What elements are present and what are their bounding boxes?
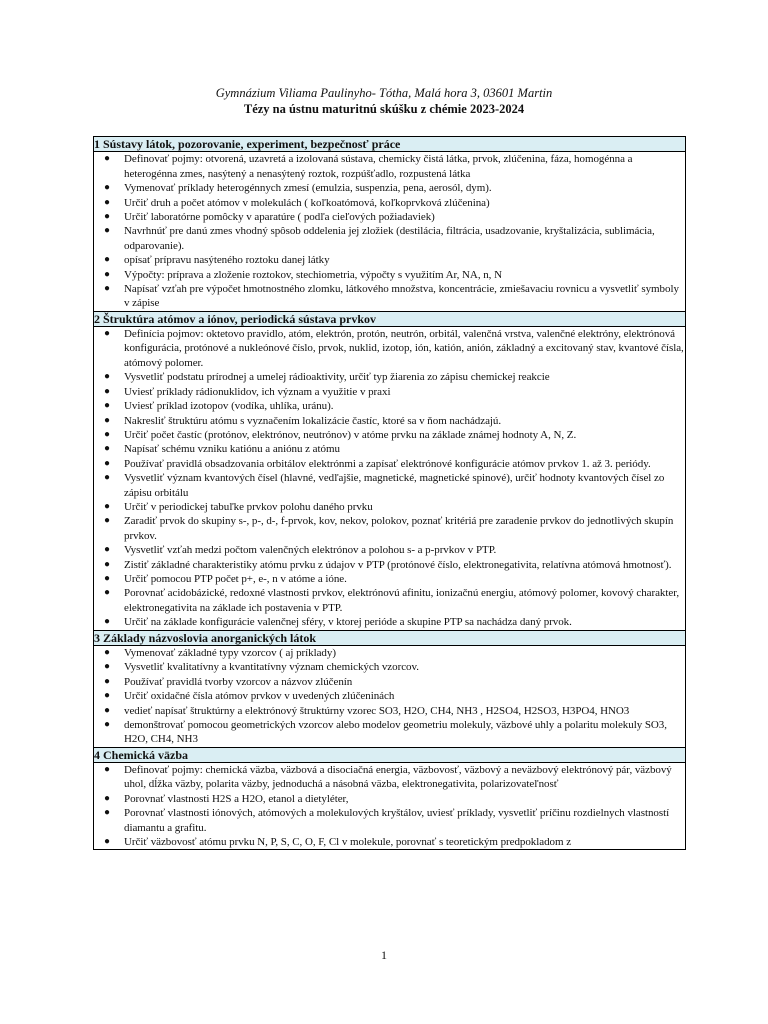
list-item-text: Určiť väzbovosť atómu prvku N, P, S, C, O, F, Cl v molekule, porovnať s teoretickým predpokladom z [124,836,572,849]
list-item [94,514,685,543]
bullet-icon: ● [104,254,110,266]
document-header [0,85,768,117]
list-item-text: Napísať schému vzniku katiónu a aniónu z atómu [124,443,340,456]
list-item [94,327,685,370]
list-item-text: Navrhnúť pre danú zmes vhodný spôsob oddelenia jej zložiek (destilácia, filtrácia, usadzovanie, kryštalizácia, sublimácia, odparovanie). [124,225,655,252]
bullet-icon: ● [104,371,110,383]
list-item-text: Vysvetliť význam kvantových čísel (hlavné, vedľajšie, magnetické, magnetické spinové), určiť hodnoty kvantových čísel zo zápisu orbitálu [124,472,665,499]
list-item-text: Uviesť príklad izotopov (vodíka, uhlíka, uránu). [124,400,334,413]
bullet-icon: ● [104,646,110,658]
section-heading: 4 Chemická väzba [94,747,686,762]
list-item-text: vedieť napísať štruktúrny a elektrónový štruktúrny vzorec SO3, H2O, CH4, NH3 , H2SO4, H2SO3, H3PO4, HNO3 [124,704,630,717]
list-item-text: Určiť na základe konfigurácie valenčnej sféry, v ktorej perióde a skupine PTP sa nachádza daný prvok. [124,616,572,629]
list-item-text: demonštrovať pomocou geometrických vzorcov alebo modelov geometriu molekuly, väzbové uhly a polaritu molekuly SO3, H2O, CH4, NH3 [124,718,667,746]
list-item-text: Používať pravidlá tvorby vzorcov a názvov zlúčenín [124,675,353,688]
list-item [94,414,685,428]
list-item-text: Určiť pomocou PTP počet p+, e-, n v atóme a ióne. [124,572,347,585]
section-heading: 1 Sústavy látok, pozorovanie, experiment, bezpečnosť práce [94,137,686,152]
list-item-text: Vymenovať príklady heterogénnych zmesí (emulzia, suspenzia, pena, aerosól, dym). [124,182,492,195]
list-item [94,675,685,689]
list-item [94,572,685,586]
list-item-text: Určiť druh a počet atómov v molekulách ( koľkoatómová, koľkoprvková zlúčenina) [124,196,490,209]
list-item-text: Definovať pojmy: chemická väzba, väzbová a disociačná energia, väzbovosť, väzbový a neväzbový elektrónový pár, väzbový uhol, dĺžka väzby, polarita väzby, jednoduchá a násobná väzba, elektronegativita, polarizovateľnosť [124,764,672,791]
list-item [94,152,685,181]
list-item-text: Určiť oxidačné čísla atómov prvkov v uvedených zlúčeninách [124,690,395,703]
list-item [94,428,685,442]
bullet-icon: ● [104,428,110,440]
topics-table [93,136,686,850]
list-item [94,689,685,703]
bullet-icon: ● [104,225,110,237]
list-item [94,370,685,384]
list-item-text: Uviesť príklady rádionuklidov, ich význam a využitie v praxi [124,385,391,398]
section-body [94,327,686,631]
list-item-text: Nakresliť štruktúru atómu s vyznačením lokalizácie častíc, ktoré sa v ňom nachádzajú. [124,414,502,427]
section-body [94,152,686,311]
list-item [94,196,685,210]
list-item [94,615,685,629]
list-item-text: Definovať pojmy: otvorená, uzavretá a izolovaná sústava, chemicky čistá látka, prvok, zlúčenina, fáza, homogénna a heterogénna zmes, nasýtený a nenasýtený roztok, rozpúšťadlo, rozpustená látka [124,153,633,180]
list-item [94,224,685,253]
list-item-text: Zistiť základné charakteristiky atómu prvku z údajov v PTP (protónové číslo, elektronegativita, relatívna atómová hmotnosť). [124,558,672,571]
bullet-icon: ● [104,704,110,716]
bullet-icon: ● [104,807,110,819]
list-item-text: Vysvetliť kvalitatívny a kvantitatívny význam chemických vzorcov. [124,661,419,674]
list-item [94,543,685,557]
bullet-icon: ● [104,210,110,222]
list-item-text: Vysvetliť vzťah medzi počtom valenčných elektrónov a polohou s- a p-prvkov v PTP. [124,544,497,557]
bullet-icon: ● [104,515,110,527]
list-item-text: Vymenovať základné typy vzorcov ( aj príklady) [124,646,336,659]
list-item [94,835,685,849]
topic-list [94,152,685,310]
bullet-icon: ● [104,661,110,673]
bullet-icon: ● [104,836,110,848]
list-item-text: Napísať vzťah pre výpočet hmotnostného zlomku, látkového množstva, koncentrácie, zmiešavaciu rovnicu a vysvetliť symboly v zápise [124,282,679,310]
list-item-text: Určiť počet častíc (protónov, elektrónov, neutrónov) v atóme prvku na základe známej hodnoty A, N, Z. [124,428,577,441]
list-item [94,253,685,267]
bullet-icon: ● [104,572,110,584]
bullet-icon: ● [104,182,110,194]
list-item-text: Výpočty: príprava a zloženie roztokov, stechiometria, výpočty s využitím Ar, NA, n, N [124,268,502,281]
section-heading: 3 Základy názvoslovia anorganických látok [94,630,686,645]
topic-list [94,327,685,630]
topic-list [94,763,685,849]
bullet-icon: ● [104,690,110,702]
list-item [94,442,685,456]
bullet-icon: ● [104,544,110,556]
bullet-icon: ● [104,587,110,599]
list-item [94,646,685,660]
bullet-icon: ● [104,764,110,776]
list-item [94,718,685,747]
list-item [94,660,685,674]
list-item-text: Určiť v periodickej tabuľke prvkov polohu daného prvku [124,500,373,513]
list-item [94,704,685,718]
bullet-icon: ● [104,153,110,165]
bullet-icon: ● [104,385,110,397]
list-item-text: Definícia pojmov: oktetovo pravidlo, atóm, elektrón, protón, neutrón, orbitál, valenčná vrstva, valenčné elektróny, elektrónová konfigurácia, protónové a nukleónové číslo, prvok, nuklid, izotop, ión, katión, anión, základný a excitovaný stav, kvantové čísla, atómový polomer. [124,328,684,369]
list-item [94,558,685,572]
school-name: Gymnázium Viliama Paulinyho- Tótha, Malá hora 3, 03601 Martin [215,86,553,100]
list-item [94,385,685,399]
bullet-icon: ● [104,472,110,484]
list-item-text: opísať prípravu nasýteného roztoku danej látky [124,254,330,267]
bullet-icon: ● [104,268,110,280]
bullet-icon: ● [104,616,110,628]
section-body [94,763,686,850]
bullet-icon: ● [104,328,110,340]
bullet-icon: ● [104,196,110,208]
bullet-icon: ● [104,457,110,469]
bullet-icon: ● [104,500,110,512]
list-item-text: Porovnať vlastnosti H2S a H2O, etanol a dietyléter, [124,792,349,805]
bullet-icon: ● [104,718,110,730]
bullet-icon: ● [104,282,110,294]
list-item [94,181,685,195]
document-title: Tézy na ústnu maturitnú skúšku z chémie 2023-2024 [243,102,525,116]
list-item-text: Vysvetliť podstatu prírodnej a umelej rádioaktivity, určiť typ žiarenia zo zápisu chemickej reakcie [124,371,550,384]
list-item [94,210,685,224]
bullet-icon: ● [104,400,110,412]
list-item [94,763,685,792]
bullet-icon: ● [104,675,110,687]
list-item [94,399,685,413]
section-body [94,645,686,747]
list-item [94,586,685,615]
list-item-text: Porovnať vlastnosti iónových, atómových a molekulových kryštálov, uviesť príklady, vysvetliť príčinu rozdielnych vlastností diamantu a grafitu. [124,807,670,834]
section-heading: 2 Štruktúra atómov a iónov, periodická sústava prvkov [94,311,686,326]
list-item [94,792,685,806]
list-item [94,268,685,282]
list-item-text: Porovnať acidobázické, redoxné vlastnosti prvkov, elektrónovú afinitu, ionizačnú energiu, atómový polomer, kovový charakter, elektronegativita na základe ich postavenia v PTP. [124,587,680,614]
bullet-icon: ● [104,414,110,426]
bullet-icon: ● [104,792,110,804]
list-item [94,471,685,500]
list-item [94,806,685,835]
list-item [94,457,685,471]
list-item-text: Určiť laboratórne pomôcky v aparatúre ( podľa cieľových požiadaviek) [124,210,435,223]
list-item [94,282,685,311]
page-number: 1 [381,948,387,962]
list-item [94,500,685,514]
bullet-icon: ● [104,443,110,455]
bullet-icon: ● [104,558,110,570]
topic-list [94,646,685,747]
list-item-text: Zaradiť prvok do skupiny s-, p-, d-, f-prvok, kov, nekov, polokov, poznať kritériá pre zaradenie prvkov do jednotlivých skupín prvkov. [124,515,674,542]
list-item-text: Používať pravidlá obsadzovania orbitálov elektrónmi a zapísať elektrónové konfigurácie atómov prvkov 1. až 3. periódy. [124,457,651,470]
